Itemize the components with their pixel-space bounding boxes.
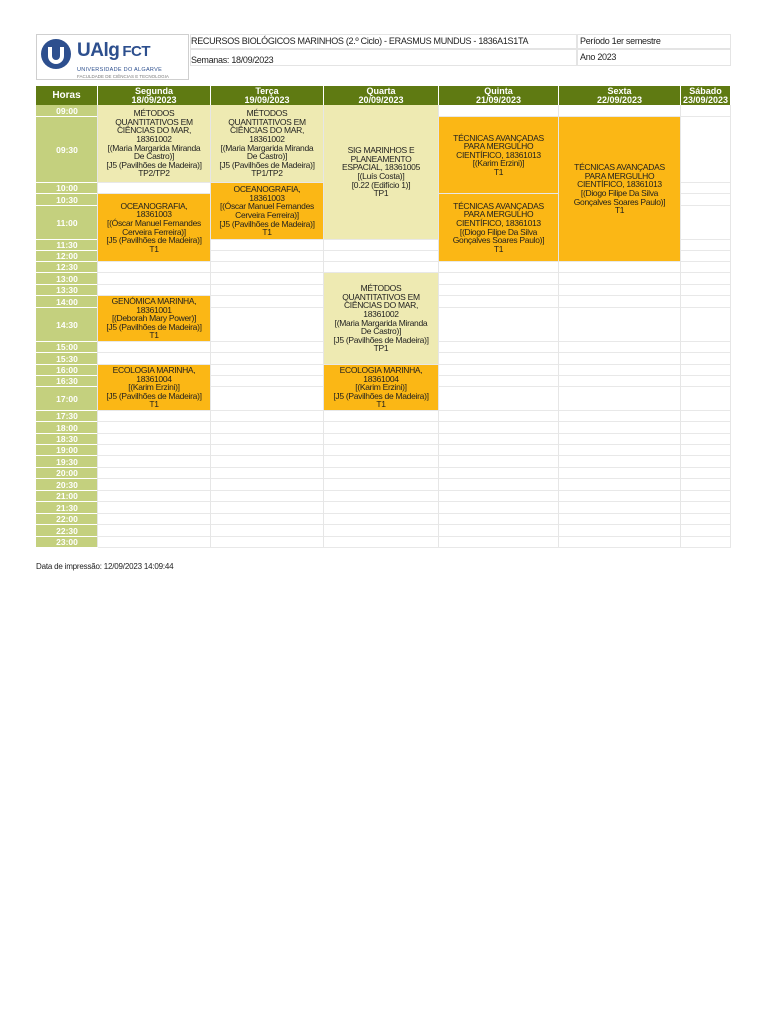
class-block-line: De Castro)] (360, 326, 402, 337)
time-slot-label: 15:00 (36, 342, 98, 353)
class-block-line: PARA MERGULHO (584, 170, 655, 181)
day-date: 22/09/2023 (596, 95, 643, 105)
class-block-line: PLANEAMENTO (350, 153, 412, 164)
class-block-line: [(Deborah Mary Power)] (111, 313, 197, 324)
time-slot-label: 23:00 (36, 537, 98, 548)
day-name: Terça (255, 86, 279, 96)
class-block-line: CIÊNCIAS DO MAR, (343, 300, 419, 311)
time-slot-label: 18:30 (36, 434, 98, 445)
class-block-line: 18361002 (136, 133, 172, 144)
time-slot-label: 22:30 (36, 525, 98, 537)
class-block-line: Cerveira Ferreira)] (122, 226, 186, 237)
class-block-line: 18361004 (136, 373, 172, 384)
class-block[interactable] (324, 105, 438, 239)
class-block-line: De Castro)] (133, 151, 175, 162)
row-divider (98, 410, 731, 411)
class-block[interactable] (98, 296, 210, 341)
row-divider (98, 261, 731, 262)
class-block[interactable] (439, 194, 558, 261)
day-name: Quinta (484, 86, 513, 96)
day-name: Quarta (366, 86, 396, 96)
class-block-line: Cerveira Ferreira)] (235, 210, 299, 220)
class-block-line: ECOLOGIA MARINHA, (339, 365, 423, 376)
class-block-line: [(Óscar Manuel Fernandes (107, 217, 201, 228)
time-slot-label: 22:00 (36, 514, 98, 525)
class-block-line: Gonçalves Soares Paulo)] (573, 196, 666, 207)
schedule-weeks: Semanas: 18/09/2023 (190, 49, 577, 66)
class-block-line: [(Diogo Filipe Da Silva (459, 226, 538, 237)
day-name: Sábado (689, 86, 722, 96)
time-slot-label: 09:30 (36, 117, 98, 183)
logo-name: UAlg (77, 40, 120, 61)
timetable-grid (36, 86, 731, 547)
time-slot-label: 13:30 (36, 285, 98, 296)
class-block-line: PARA MERGULHO (463, 209, 534, 220)
row-divider (98, 433, 731, 434)
class-block-line: TÉCNICAS AVANÇADAS (453, 200, 544, 211)
row-divider (98, 501, 731, 502)
class-block-line: T1 (376, 399, 386, 410)
day-date: 21/09/2023 (475, 95, 522, 105)
row-divider (98, 547, 731, 548)
class-block-line: 18361004 (363, 373, 399, 384)
time-slot-label: 18:00 (36, 422, 98, 434)
print-date: Data de impressão: 12/09/2023 14:09:44 (36, 562, 174, 571)
time-slot-label: 16:30 (36, 376, 98, 387)
logo-wordmark (77, 40, 150, 62)
class-block-line: TÉCNICAS AVANÇADAS (574, 162, 665, 173)
time-slot-label: 17:30 (36, 411, 98, 422)
class-block-line: [(Maria Margarida Miranda (220, 142, 314, 153)
column-divider (730, 105, 731, 547)
class-block-line: [J5 (Pavilhões de Madeira)] (106, 159, 202, 170)
class-block-line: TP1 (373, 343, 389, 354)
day-header-3 (324, 86, 439, 105)
class-block-line: [J5 (Pavilhões de Madeira)] (106, 235, 202, 246)
time-slot-label: 14:30 (36, 308, 98, 342)
class-block-line: De Castro)] (246, 151, 288, 162)
logo-university: UNIVERSIDADE DO ALGARVE (77, 67, 163, 73)
ualg-logo-icon (40, 38, 72, 70)
document-header (36, 34, 731, 81)
class-block-line: T1 (149, 330, 159, 341)
class-block-line: T1 (493, 243, 504, 254)
hours-header (36, 86, 98, 105)
time-slot-label: 20:00 (36, 468, 98, 479)
time-slot-label: 19:30 (36, 456, 98, 468)
class-block-line: [J5 (Pavilhões de Madeira)] (219, 159, 315, 170)
class-block-line: 18361002 (363, 308, 399, 319)
class-block-line: OCEANOGRAFIA, (120, 200, 188, 211)
day-date: 23/09/2023 (682, 95, 729, 105)
class-block-line: Gonçalves Soares Paulo)] (452, 235, 545, 246)
row-divider (98, 455, 731, 456)
time-slot-label: 16:00 (36, 365, 98, 376)
university-logo (36, 34, 189, 80)
class-block-line: 18361001 (136, 304, 172, 315)
class-block-line: MÉTODOS (246, 108, 288, 119)
class-block-line: [(Maria Margarida Miranda (107, 142, 201, 153)
class-block[interactable] (98, 105, 210, 182)
class-block-line: [(Karim Erzini)] (128, 382, 180, 393)
time-slot-label: 12:30 (36, 262, 98, 273)
class-block[interactable] (439, 117, 558, 193)
class-block-line: TÉCNICAS AVANÇADAS (453, 132, 544, 143)
time-slot-label: 17:00 (36, 387, 98, 411)
time-slot-label: 13:00 (36, 273, 98, 285)
day-date: 19/09/2023 (244, 95, 290, 105)
class-block-line: [J5 (Pavilhões de Madeira)] (106, 321, 202, 332)
class-block-line: [J5 (Pavilhões de Madeira)] (333, 334, 429, 345)
day-header-1 (98, 86, 211, 105)
time-slot-label: 10:30 (36, 194, 98, 206)
class-block-line: ECOLOGIA MARINHA, (112, 365, 196, 376)
class-block-line: SIG MARINHOS E (347, 145, 415, 156)
class-block-line: T1 (614, 205, 625, 216)
class-block-line: T1 (262, 227, 272, 238)
time-slot-label: 19:00 (36, 445, 98, 456)
day-date: 20/09/2023 (358, 95, 404, 105)
class-block-line: [(Diogo Filipe Da Silva (580, 188, 659, 198)
time-slot-label: 21:30 (36, 502, 98, 514)
class-block-line: T1 (149, 399, 159, 410)
row-divider (98, 444, 731, 445)
schedule-year: Ano 2023 (577, 49, 731, 66)
row-divider (98, 467, 731, 468)
class-block[interactable] (211, 183, 323, 239)
class-block-line: [(Óscar Manuel Fernandes (220, 201, 314, 212)
day-name: Sexta (607, 86, 632, 96)
class-block-line: MÉTODOS (360, 283, 402, 294)
logo-faculty: FACULDADE DE CIÊNCIAS E TECNOLOGIA (77, 74, 169, 79)
day-date: 18/09/2023 (131, 95, 177, 105)
class-block-line: OCEANOGRAFIA, (233, 184, 301, 195)
class-block-line: CIENTÍFICO, 18361013 (577, 179, 662, 190)
class-block-line: [J5 (Pavilhões de Madeira)] (219, 218, 315, 229)
day-header-5 (559, 86, 681, 105)
logo-fct: FCT (122, 43, 150, 60)
class-block-line: [J5 (Pavilhões de Madeira)] (333, 390, 429, 401)
row-divider (98, 478, 731, 479)
class-block-line: MÉTODOS (133, 108, 175, 119)
class-block-line: 18361003 (136, 209, 172, 220)
schedule-title: RECURSOS BIOLÓGICOS MARINHOS (2.º Ciclo) - ERASMUS MUNDUS - 1836A1S1TA (190, 34, 577, 49)
class-block-line: [(Karim Erzini)] (355, 382, 407, 393)
class-block[interactable] (559, 117, 680, 261)
time-slot-label: 21:00 (36, 491, 98, 502)
day-name: Segunda (134, 86, 173, 96)
class-block-line: GENÓMICA MARINHA, (111, 296, 197, 307)
row-divider (98, 513, 731, 514)
class-block-line: CIENTÍFICO, 18361013 (456, 149, 541, 160)
row-divider (98, 524, 731, 525)
class-block-line: [J5 (Pavilhões de Madeira)] (106, 390, 202, 401)
class-block-line: TP1 (373, 188, 389, 199)
class-block-line: 18361003 (249, 192, 285, 203)
class-block-line: QUANTITATIVOS EM (115, 116, 193, 127)
time-slot-label: 09:00 (36, 105, 98, 117)
day-header-6 (681, 86, 731, 105)
class-block-line: ESPACIAL, 18361005 (341, 162, 421, 173)
class-block-line: T1 (493, 166, 504, 177)
class-block-line: 18361002 (249, 133, 285, 144)
class-block-line: PARA MERGULHO (463, 141, 534, 152)
class-block-line: QUANTITATIVOS EM (342, 291, 420, 302)
day-header-2 (211, 86, 324, 105)
schedule-period: Período 1er semestre (577, 34, 731, 49)
class-block-line: T1 (149, 243, 159, 254)
time-slot-label: 11:30 (36, 240, 98, 251)
class-block-line: [(Luís Costa)] (357, 171, 405, 181)
class-block[interactable] (98, 365, 210, 410)
time-slot-label: 14:00 (36, 296, 98, 308)
time-slot-label: 15:30 (36, 353, 98, 365)
class-block[interactable] (324, 365, 438, 410)
time-slot-label: 12:00 (36, 251, 98, 262)
day-name: Horas (52, 90, 81, 101)
class-block-line: TP1/TP2 (251, 168, 283, 179)
class-block[interactable] (324, 273, 438, 364)
time-slot-label: 11:00 (36, 206, 98, 240)
class-block-line: [(Maria Margarida Miranda (334, 317, 428, 328)
column-divider (680, 105, 681, 547)
class-block-line: [0.22 (Edifício 1)] (351, 179, 411, 190)
class-block-line: [(Karim Erzini)] (472, 158, 525, 169)
row-divider (98, 536, 731, 537)
day-header-4 (439, 86, 559, 105)
class-block-line: QUANTITATIVOS EM (228, 116, 306, 127)
row-divider (98, 421, 731, 422)
class-block[interactable] (98, 194, 210, 261)
time-slot-label: 10:00 (36, 183, 98, 194)
class-block-line: CIÊNCIAS DO MAR, (116, 125, 192, 136)
class-block[interactable] (211, 105, 323, 182)
row-divider (98, 490, 731, 491)
class-block-line: CIENTÍFICO, 18361013 (456, 217, 541, 228)
time-slot-label: 20:30 (36, 479, 98, 491)
class-block-line: TP2/TP2 (138, 168, 170, 179)
class-block-line: CIÊNCIAS DO MAR, (229, 125, 305, 136)
